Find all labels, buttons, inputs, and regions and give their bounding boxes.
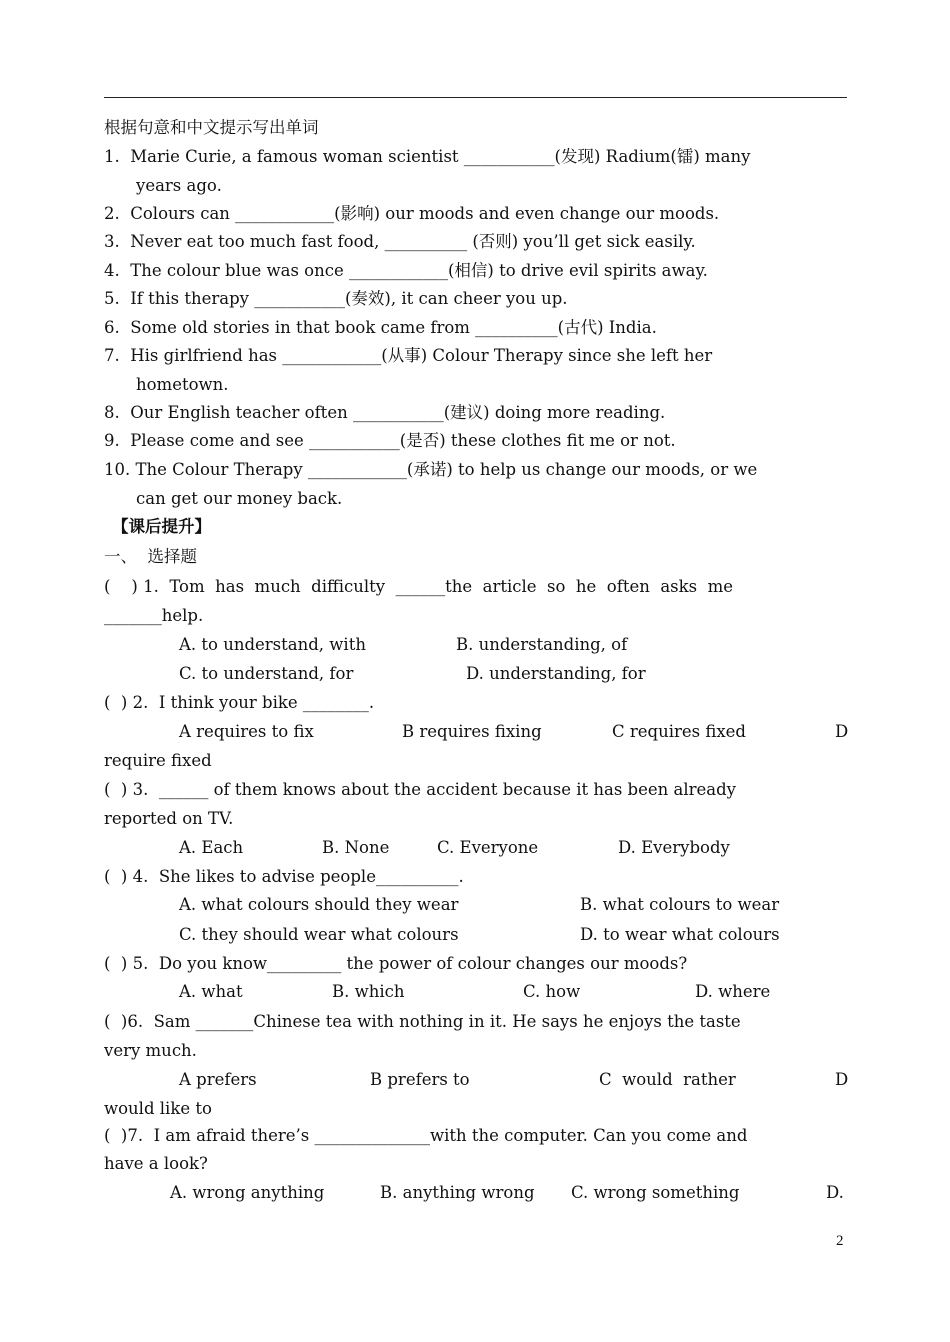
- mcq-6-option-b: B prefers to: [370, 1070, 470, 1089]
- mcq-3-stem-cont: reported on TV.: [104, 809, 234, 828]
- vocab-item-6: 6. Some old stories in that book came from __________(古代) India.: [104, 318, 657, 337]
- mcq-4-option-d: D. to wear what colours: [580, 925, 780, 944]
- vocab-heading: 根据句意和中文提示写出单词: [104, 118, 319, 137]
- mcq-1-option-b: B. understanding, of: [456, 635, 628, 654]
- page-number: 2: [836, 1233, 844, 1249]
- mcq-4-option-a: A. what colours should they wear: [179, 895, 459, 914]
- mcq-5-option-a: A. what: [179, 982, 243, 1001]
- section-title: 【课后提升】: [112, 517, 211, 536]
- vocab-item-4: 4. The colour blue was once ____________(相信) to drive evil spirits away.: [104, 261, 708, 280]
- mcq-3-option-d: D. Everybody: [618, 838, 730, 857]
- mcq-2-option-a: A requires to fix: [179, 722, 314, 741]
- vocab-item-10-cont: can get our money back.: [136, 489, 343, 508]
- vocab-item-7: 7. His girlfriend has ____________(从事) Colour Therapy since she left her: [104, 346, 713, 365]
- mcq-1-option-c: C. to understand, for: [179, 664, 354, 683]
- mcq-5-option-d: D. where: [695, 982, 771, 1001]
- mcq-6-option-c: C would rather: [599, 1070, 736, 1089]
- mcq-3-option-a: A. Each: [179, 838, 244, 857]
- mcq-7-stem-cont: have a look?: [104, 1154, 208, 1173]
- mcq-7-option-d: D.: [826, 1183, 844, 1202]
- vocab-item-2: 2. Colours can ____________(影响) our moods and even change our moods.: [104, 204, 720, 223]
- mcq-6-stem-cont: very much.: [104, 1041, 197, 1060]
- mcq-4-option-c: C. they should wear what colours: [179, 925, 459, 944]
- mcq-2-option-c: C requires fixed: [612, 722, 746, 741]
- vocab-item-7-cont: hometown.: [136, 375, 229, 394]
- vocab-item-3: 3. Never eat too much fast food, __________ (否则) you’ll get sick easily.: [104, 232, 696, 251]
- vocab-item-9: 9. Please come and see ___________(是否) these clothes fit me or not.: [104, 431, 676, 450]
- vocab-item-1-cont: years ago.: [136, 176, 222, 195]
- vocab-item-8: 8. Our English teacher often ___________(建议) doing more reading.: [104, 403, 666, 422]
- mcq-5-option-c: C. how: [523, 982, 581, 1001]
- mcq-7-option-a: A. wrong anything: [170, 1183, 325, 1202]
- mcq-3-stem: ( ) 3. ______ of them knows about the accident because it has been already: [104, 780, 736, 799]
- mcq-4-stem: ( ) 4. She likes to advise people__________.: [104, 867, 464, 886]
- mcq-2-stem: ( ) 2. I think your bike ________.: [104, 693, 375, 712]
- mcq-7-option-b: B. anything wrong: [380, 1183, 535, 1202]
- mcq-5-stem: ( ) 5. Do you know_________ the power of colour changes our moods?: [104, 954, 688, 973]
- mcq-6-option-d-text: would like to: [104, 1099, 212, 1118]
- mcq-1-option-a: A. to understand, with: [179, 635, 366, 654]
- mcq-3-option-c: C. Everyone: [437, 838, 539, 857]
- subsection-title: 一、 选择题: [104, 547, 197, 566]
- vocab-item-10: 10. The Colour Therapy ____________(承诺) to help us change our moods, or we: [104, 460, 758, 479]
- vocab-item-5: 5. If this therapy ___________(奏效), it can cheer you up.: [104, 289, 568, 308]
- mcq-4-option-b: B. what colours to wear: [580, 895, 780, 914]
- mcq-2-option-d-text: require fixed: [104, 751, 212, 770]
- mcq-5-option-b: B. which: [332, 982, 405, 1001]
- mcq-2-option-b: B requires fixing: [402, 722, 542, 741]
- mcq-6-option-a: A prefers: [179, 1070, 257, 1089]
- mcq-2-option-d-letter: D: [835, 722, 849, 741]
- mcq-7-option-c: C. wrong something: [571, 1183, 740, 1202]
- mcq-1-stem-cont: _______help.: [104, 606, 204, 625]
- header-rule: [104, 97, 847, 98]
- mcq-7-stem: ( )7. I am afraid there’s ______________with the computer. Can you come and: [104, 1126, 748, 1145]
- mcq-6-option-d-letter: D: [835, 1070, 849, 1089]
- mcq-1-option-d: D. understanding, for: [466, 664, 646, 683]
- mcq-3-option-b: B. None: [322, 838, 390, 857]
- mcq-6-stem: ( )6. Sam _______Chinese tea with nothing in it. He says he enjoys the taste: [104, 1012, 741, 1031]
- vocab-item-1: 1. Marie Curie, a famous woman scientist ___________(发现) Radium(镭) many: [104, 147, 751, 166]
- mcq-1-stem: ( ) 1. Tom has much difficulty ______the article so he often asks me: [104, 577, 734, 596]
